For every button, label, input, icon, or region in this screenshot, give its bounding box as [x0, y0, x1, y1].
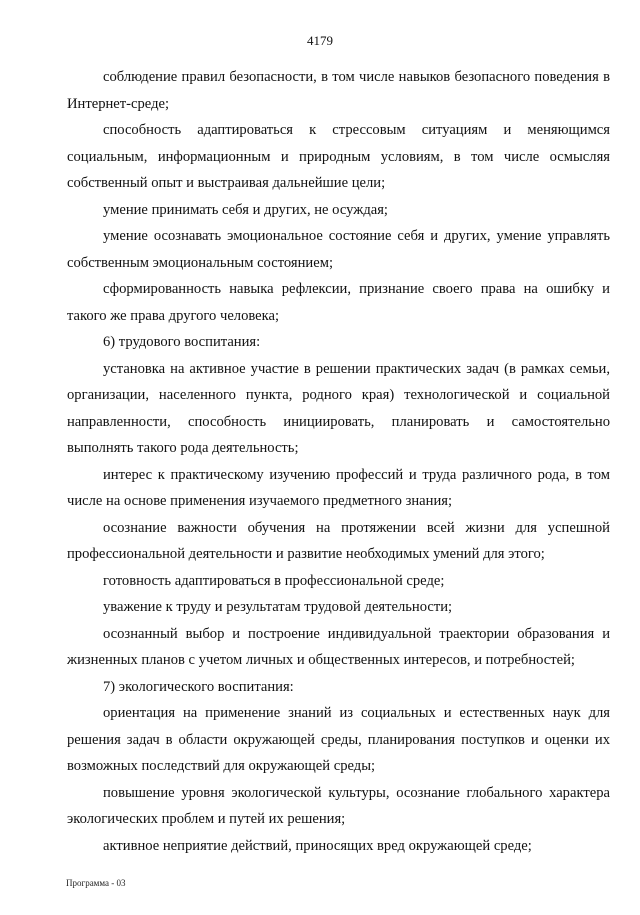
paragraph: соблюдение правил безопасности, в том числе навыков безопасного поведения в Интернет-среде;: [67, 69, 610, 112]
paragraph: установка на активное участие в решении практических задач (в рамках семьи, организации, населенного пункта, родного края) технологической и социальной направленности, способность инициировать, планировать и самостоятельно выполнять такого рода деятельность;: [67, 360, 610, 456]
section-heading-ecological-education: 7) экологического воспитания:: [103, 678, 294, 695]
document-body: [67, 64, 610, 859]
paragraph: готовность адаптироваться в профессиональной среде;: [103, 572, 445, 589]
paragraph: осознание важности обучения на протяжении всей жизни для успешной профессиональной деятельности и развитие необходимых умений для этого;: [67, 519, 610, 562]
paragraph: повышение уровня экологической культуры, осознание глобального характера экологических проблем и путей их решения;: [67, 784, 610, 827]
paragraph: активное неприятие действий, приносящих вред окружающей среде;: [103, 837, 532, 854]
paragraph: осознанный выбор и построение индивидуальной траектории образования и жизненных планов с учетом личных и общественных интересов, и потребностей;: [67, 625, 610, 668]
paragraph: уважение к труду и результатам трудовой деятельности;: [103, 599, 453, 615]
footer-program-label: Программа - 03: [66, 878, 126, 888]
paragraph: способность адаптироваться к стрессовым ситуациям и меняющимся социальным, информационным и природным условиям, в том числе осмысляя собственный опыт и выстраивая дальнейшие цели;: [67, 122, 610, 191]
paragraph: интерес к практическому изучению профессий и труда различного рода, в том числе на основе применения изучаемого предметного знания;: [67, 466, 610, 509]
section-heading-labor-education: 6) трудового воспитания:: [103, 334, 261, 350]
paragraph: умение осознавать эмоциональное состояние себя и других, умение управлять собственным эмоциональным состоянием;: [67, 228, 610, 271]
paragraph: умение принимать себя и других, не осуждая;: [103, 201, 388, 218]
paragraph: ориентация на применение знаний из социальных и естественных наук для решения задач в области окружающей среды, планирования поступков и оценки их возможных последствий для окружающей среды;: [67, 705, 610, 774]
page-number: 4179: [307, 33, 333, 48]
paragraph: сформированность навыка рефлексии, признание своего права на ошибку и такого же права другого человека;: [67, 281, 610, 324]
